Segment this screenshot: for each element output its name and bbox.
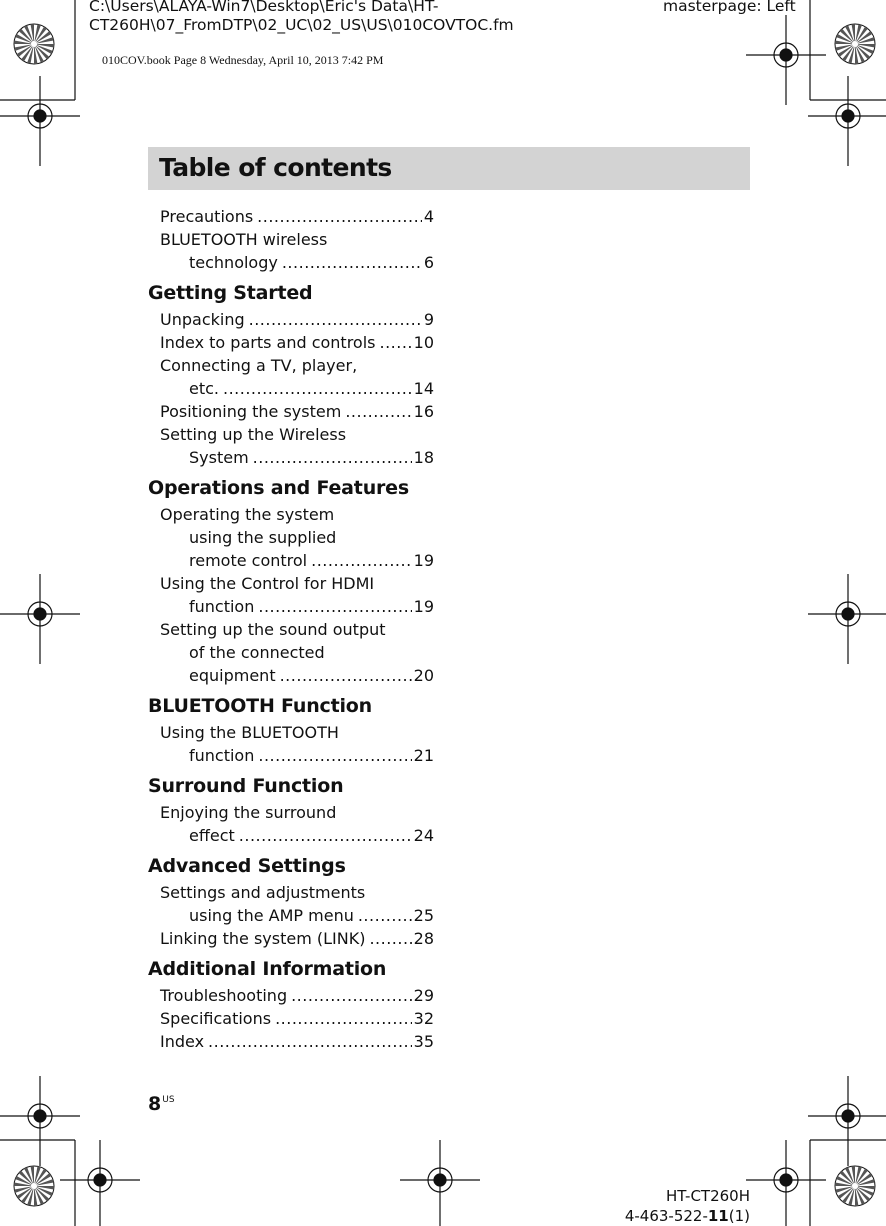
dot-leader (275, 1007, 412, 1030)
toc-entry (160, 503, 434, 572)
dot-leader (208, 1030, 412, 1053)
toc-entry-text: Positioning the system (160, 402, 342, 421)
section-heading: BLUETOOTH Function (148, 695, 372, 717)
toc-entry-text: of the connected (189, 643, 325, 662)
toc-page-number: 32 (413, 1009, 434, 1028)
toc-entry (160, 331, 434, 354)
model-info (625, 1186, 750, 1226)
toc-entry-text: Using the BLUETOOTH (160, 723, 339, 742)
file-path-line2: CT260H\07_FromDTP\02_UC\02_US\US\010COVTOC.fm (89, 16, 514, 34)
file-path-line1: C:\Users\ALAYA-Win7\Desktop\Eric's Data\HT- (89, 0, 439, 15)
registration-mark (746, 15, 826, 105)
dot-leader (258, 744, 411, 767)
masterpage-label: masterpage: Left (663, 0, 796, 15)
toc-entry (160, 308, 434, 331)
dot-leader (239, 824, 412, 847)
page-title: Table of contents (159, 153, 392, 182)
dot-leader (291, 984, 412, 1007)
toc-entry-text: BLUETOOTH wireless (160, 230, 328, 249)
dot-leader (249, 308, 422, 331)
toc-entry-text: using the supplied (189, 528, 337, 547)
section-heading: Additional Information (148, 958, 387, 980)
dot-leader (223, 377, 412, 400)
toc-entry (160, 881, 434, 927)
section-heading: Operations and Features (148, 477, 409, 499)
toc-entry (160, 801, 434, 847)
dot-leader (257, 205, 422, 228)
title-bar (148, 147, 750, 190)
toc-entry-text: Index (160, 1032, 205, 1051)
toc-page-number: 21 (413, 746, 434, 765)
toc-entry-text: equipment (189, 666, 276, 685)
registration-mark (746, 1140, 826, 1226)
table-of-contents (148, 205, 438, 1053)
section-heading: Getting Started (148, 282, 313, 304)
toc-entry-text: function (189, 597, 255, 616)
toc-entry-text: System (189, 448, 249, 467)
registration-mark (0, 76, 80, 166)
toc-page-number: 19 (413, 551, 434, 570)
toc-entry-text: Precautions (160, 207, 254, 226)
toc-entry-text: Settings and adjustments (160, 883, 366, 902)
toc-page-number: 18 (413, 448, 434, 467)
model-name: HT-CT260H (665, 1187, 750, 1205)
toc-entry-text: Unpacking (160, 310, 245, 329)
color-target-mark (835, 24, 875, 64)
toc-entry (160, 228, 434, 274)
part-number: 4-463-522-11(1) (624, 1207, 750, 1225)
dot-leader (282, 251, 422, 274)
page-number: $8^{US}$ (148, 1093, 175, 1115)
toc-entry (160, 927, 434, 950)
toc-page-number: 14 (413, 379, 434, 398)
toc-page-number: 28 (413, 929, 434, 948)
dot-leader (253, 446, 412, 469)
color-target-mark (835, 1166, 875, 1206)
registration-mark (0, 1076, 80, 1166)
toc-entry-text: Specifications (160, 1009, 272, 1028)
toc-entry (160, 1007, 434, 1030)
toc-entry-text: effect (189, 826, 235, 845)
dot-leader (345, 400, 411, 423)
toc-entry (160, 205, 434, 228)
toc-page-number: 19 (413, 597, 434, 616)
toc-page-number: 20 (413, 666, 434, 685)
toc-entry (160, 1030, 434, 1053)
color-target-mark (14, 24, 54, 64)
toc-entry-text: Setting up the Wireless (160, 425, 347, 444)
dot-leader (311, 549, 412, 572)
registration-mark (60, 1140, 140, 1226)
registration-mark (808, 76, 886, 166)
toc-page-number: 35 (413, 1032, 434, 1051)
section-heading: Advanced Settings (148, 855, 346, 877)
toc-entry-text: Index to parts and controls (160, 333, 376, 352)
toc-entry-text: Operating the system (160, 505, 335, 524)
toc-page-number: 24 (413, 826, 434, 845)
toc-page-number: 29 (413, 986, 434, 1005)
toc-entry-text: Linking the system (LINK) (160, 929, 366, 948)
color-target-mark (14, 1166, 54, 1206)
toc-entry-text: Enjoying the surround (160, 803, 337, 822)
toc-entry-text: Connecting a TV, player, (160, 356, 358, 375)
toc-entry (160, 423, 434, 469)
toc-page-number: 25 (413, 906, 434, 925)
toc-page-number: 16 (413, 402, 434, 421)
toc-entry (160, 721, 434, 767)
toc-entry (160, 400, 434, 423)
dot-leader (369, 927, 411, 950)
dot-leader (358, 904, 412, 927)
toc-page-number: 4 (423, 207, 434, 226)
toc-entry (160, 984, 434, 1007)
registration-mark (808, 574, 886, 664)
page-suffix: US (162, 1095, 175, 1105)
dot-leader (280, 664, 412, 687)
toc-entry-text: function (189, 746, 255, 765)
dot-leader (258, 595, 411, 618)
toc-entry-text: Troubleshooting (160, 986, 288, 1005)
toc-entry-text: technology (189, 253, 278, 272)
toc-entry (160, 354, 434, 400)
toc-page-number: 9 (423, 310, 434, 329)
toc-page-number: 6 (423, 253, 434, 272)
registration-mark (0, 574, 80, 664)
section-heading: Surround Function (148, 775, 344, 797)
toc-entry (160, 618, 434, 687)
toc-entry-text: remote control (189, 551, 308, 570)
dot-leader (380, 331, 412, 354)
book-info: 010COV.book Page 8 Wednesday, April 10, 2013 7:42 PM (102, 53, 384, 67)
toc-entry-text: Setting up the sound output (160, 620, 386, 639)
toc-page-number: 10 (413, 333, 434, 352)
toc-entry-text: using the AMP menu (189, 906, 354, 925)
registration-mark (400, 1140, 480, 1226)
toc-entry-text: etc. (189, 379, 219, 398)
toc-entry (160, 572, 434, 618)
toc-entry-text: Using the Control for HDMI (160, 574, 375, 593)
registration-mark (808, 1076, 886, 1166)
